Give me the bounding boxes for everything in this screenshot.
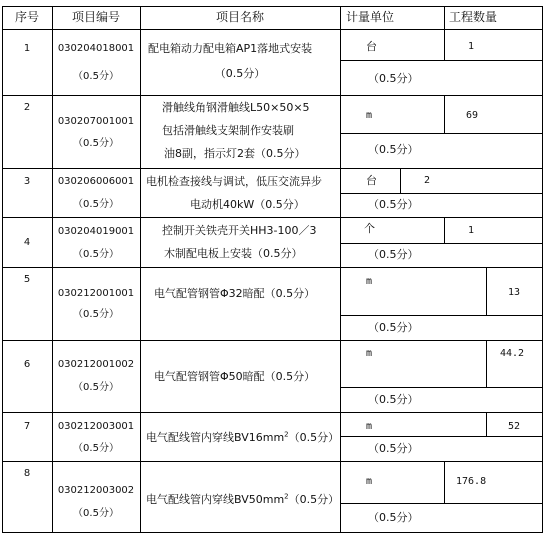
row-name: 电动机40kW（0.5分） xyxy=(190,198,305,211)
cell-divider xyxy=(444,217,445,244)
column-divider xyxy=(444,6,445,30)
row-code-score: （0.5分） xyxy=(73,443,119,454)
row-code-score: （0.5分） xyxy=(73,309,119,320)
row-score: （0.5分） xyxy=(368,321,419,334)
row-seq: 6 xyxy=(23,359,31,370)
row-divider xyxy=(2,168,542,169)
row-score: （0.5分） xyxy=(368,248,419,261)
row-unit: m xyxy=(366,476,373,487)
row-name: 油8副，指示灯2套（0.5分） xyxy=(164,147,306,160)
row-name-text: 电气配线管内穿线BV50mm xyxy=(146,493,285,506)
row-code: 030212001002 xyxy=(57,359,135,370)
row-divider xyxy=(2,217,542,218)
header-code: 项目编号 xyxy=(71,10,120,24)
row-score: （0.5分） xyxy=(368,198,419,211)
row-unit: 个 xyxy=(364,222,375,235)
row-name: （0.5分） xyxy=(214,67,266,80)
header-unit: 计量单位 xyxy=(346,10,395,24)
row-divider xyxy=(2,95,542,96)
row-code-score: （0.5分） xyxy=(73,508,119,519)
row-score: （0.5分） xyxy=(368,143,419,156)
header-name: 项目名称 xyxy=(215,10,264,24)
table-border-top xyxy=(2,6,542,7)
row-code-score: （0.5分） xyxy=(73,382,119,393)
row-name xyxy=(146,493,339,507)
row-code: 030204018001 xyxy=(57,43,135,54)
row-seq: 4 xyxy=(23,237,31,248)
row-code-score: （0.5分） xyxy=(73,249,119,260)
row-qty: 1 xyxy=(468,41,475,52)
row-seq: 8 xyxy=(23,468,31,479)
table-border-right xyxy=(542,6,543,533)
row-divider xyxy=(340,193,542,194)
row-name: 电气配管钢管Φ50暗配（0.5分） xyxy=(154,370,316,383)
cell-divider xyxy=(444,461,445,504)
cell-divider xyxy=(444,95,445,134)
cell-divider xyxy=(486,267,487,316)
row-divider xyxy=(340,436,542,437)
row-name: 控制开关铁壳开关HH3-100／3 xyxy=(162,224,317,237)
row-unit: m xyxy=(366,421,373,432)
row-seq: 1 xyxy=(23,43,31,54)
row-name: 电气配管钢管Φ32暗配（0.5分） xyxy=(154,287,316,300)
row-name: 木制配电板上安装（0.5分） xyxy=(164,247,303,260)
superscript: 2 xyxy=(284,492,289,501)
row-divider xyxy=(2,340,542,341)
row-name: 滑触线角钢滑触线L50×50×5 xyxy=(162,101,310,114)
row-qty: 13 xyxy=(508,287,521,298)
cell-divider xyxy=(444,29,445,61)
row-divider xyxy=(340,315,542,316)
header-qty: 工程数量 xyxy=(449,10,498,24)
row-code-score: （0.5分） xyxy=(73,71,119,82)
row-unit: m xyxy=(366,276,373,287)
row-unit: m xyxy=(366,348,373,359)
row-seq: 7 xyxy=(23,421,31,432)
row-qty: 69 xyxy=(466,110,479,121)
cell-divider xyxy=(486,412,487,437)
column-divider xyxy=(340,6,341,533)
row-divider xyxy=(340,243,542,244)
row-name: 包括滑触线支架制作安装刷 xyxy=(162,124,294,137)
row-seq: 2 xyxy=(23,102,31,113)
row-unit: 台 xyxy=(366,174,377,187)
row-score: （0.5分） xyxy=(368,442,419,455)
row-code-score: （0.5分） xyxy=(73,199,119,210)
row-qty: 44.2 xyxy=(500,348,525,359)
row-code: 030207001001 xyxy=(57,116,135,127)
row-unit: m xyxy=(366,110,373,121)
row-divider xyxy=(2,461,542,462)
row-qty: 52 xyxy=(508,421,521,432)
row-divider xyxy=(2,29,542,30)
row-name xyxy=(146,431,339,445)
row-divider xyxy=(340,60,542,61)
row-code-score: （0.5分） xyxy=(73,138,119,149)
row-code: 030206006001 xyxy=(57,176,135,187)
table-border-left xyxy=(2,6,3,533)
row-unit: 台 xyxy=(366,40,377,53)
header-seq: 序号 xyxy=(14,10,39,24)
row-seq: 5 xyxy=(23,274,31,285)
row-divider xyxy=(2,267,542,268)
row-divider xyxy=(340,387,542,388)
row-qty: 1 xyxy=(468,225,475,236)
column-divider xyxy=(140,6,141,533)
row-name: 配电箱动力配电箱AP1落地式安装 xyxy=(148,42,313,55)
row-qty: 176.8 xyxy=(456,476,487,487)
row-code: 030212003001 xyxy=(57,421,135,432)
row-code: 030212003002 xyxy=(57,485,135,496)
row-name-text: 电气配线管内穿线BV16mm xyxy=(146,431,285,444)
row-seq: 3 xyxy=(23,176,31,187)
row-name: 电机检查接线与调试，低压交流异步 xyxy=(146,175,322,188)
cell-divider xyxy=(486,340,487,388)
cell-divider xyxy=(400,168,401,194)
row-divider xyxy=(340,503,542,504)
row-qty: 2 xyxy=(424,175,431,186)
row-divider xyxy=(2,412,542,413)
row-code: 030204019001 xyxy=(57,226,135,237)
superscript: 2 xyxy=(284,430,289,439)
row-score: （0.5分） xyxy=(368,511,419,524)
table-border-bottom xyxy=(2,532,542,533)
row-name-score: （0.5分） xyxy=(288,431,340,444)
row-code: 030212001001 xyxy=(57,288,135,299)
row-divider xyxy=(340,133,542,134)
row-score: （0.5分） xyxy=(368,72,419,85)
row-name-score: （0.5分） xyxy=(288,493,340,506)
row-score: （0.5分） xyxy=(368,393,419,406)
